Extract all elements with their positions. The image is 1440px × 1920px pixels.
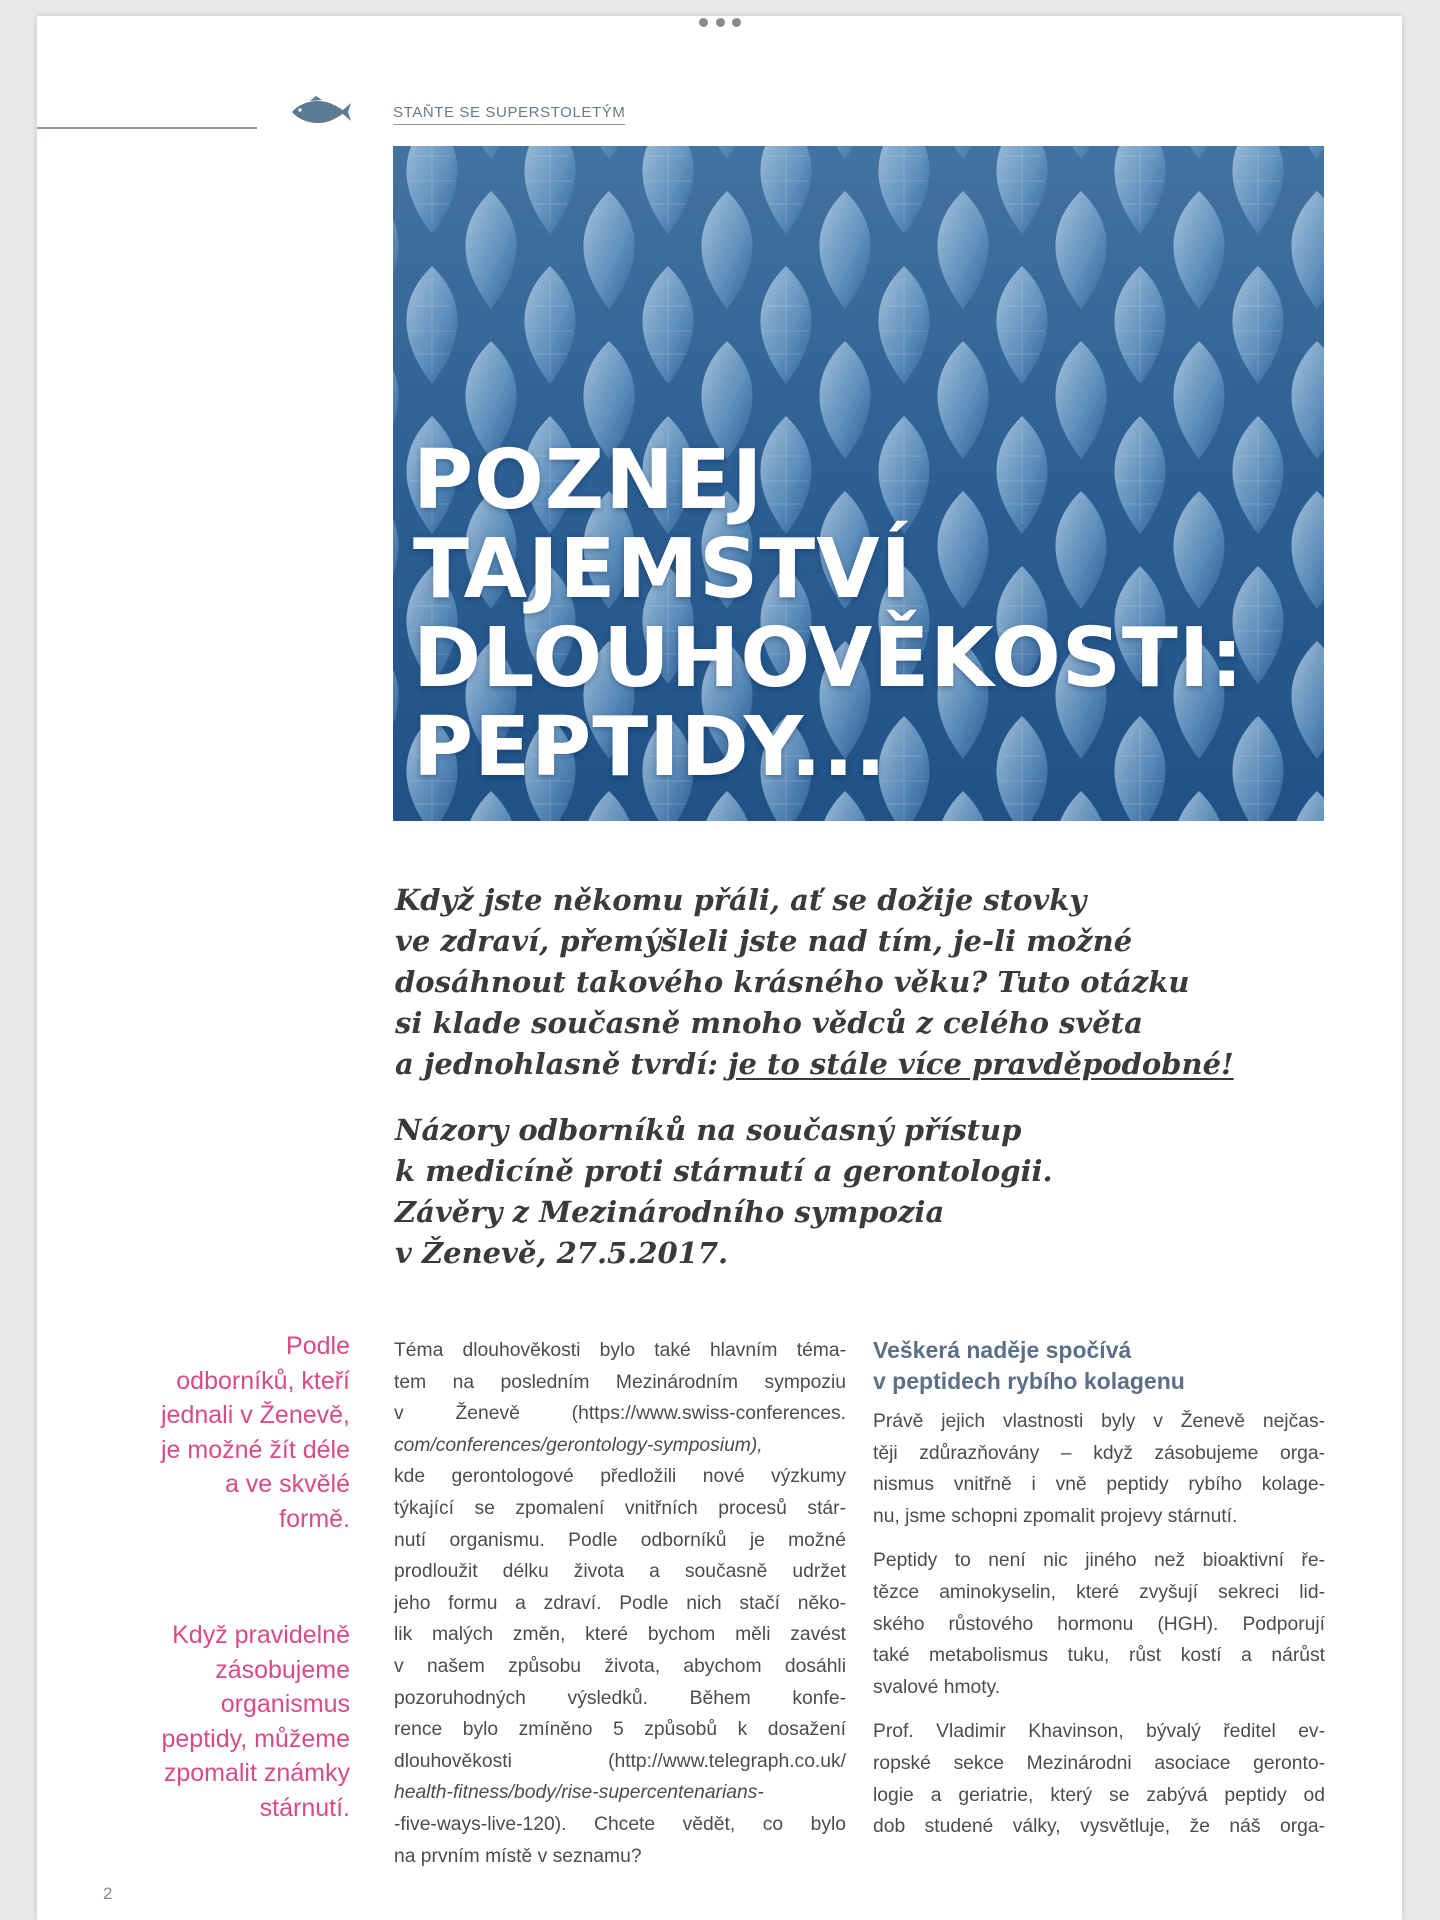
fish-icon bbox=[288, 95, 352, 129]
body-line: tem na posledním Mezinárodním sympoziu bbox=[394, 1371, 846, 1393]
pull-quote-line: Podle bbox=[286, 1332, 350, 1360]
body-line: kde gerontologové předložili nové výzkumy bbox=[394, 1466, 846, 1488]
body-column-right bbox=[873, 1335, 1325, 1856]
conference-link[interactable]: com/conferences/gerontology-symposium), bbox=[394, 1434, 763, 1456]
pull-quote-line: organismus bbox=[220, 1690, 350, 1718]
paragraph bbox=[873, 1716, 1325, 1842]
body-line: tězce aminokyselin, které zvyšují sekreci lid- bbox=[873, 1581, 1325, 1603]
pull-quote-line: je možné žít déle bbox=[161, 1435, 350, 1464]
lead-emphasis: je to stále více pravděpodobné! bbox=[728, 1047, 1234, 1081]
lead-line-prefix: a jednohlasně tvrdí: bbox=[395, 1047, 729, 1081]
body-line: jeho formu a zdraví. Podle nich stačí něko- bbox=[394, 1592, 846, 1614]
body-line: dob studené války, vysvětluje, že náš orga- bbox=[873, 1816, 1325, 1838]
body-line: Právě jejich vlastnosti byly v Ženevě nejčas- bbox=[873, 1411, 1325, 1432]
hero-image bbox=[393, 146, 1324, 821]
body-line: těji zdůrazňovány – když zásobujeme orga- bbox=[873, 1442, 1325, 1464]
pull-quote bbox=[130, 1329, 350, 1536]
lead-summary-line: k medicíně proti stárnutí a gerontologii. bbox=[395, 1154, 1053, 1188]
sub-heading-line: Veškerá naděje spočívá bbox=[873, 1337, 1132, 1363]
body-line: logie a geriatrie, který se zabývá peptidy od bbox=[873, 1784, 1325, 1806]
body-line: Téma dlouhověkosti bylo také hlavním téma- bbox=[394, 1340, 846, 1361]
paragraph bbox=[873, 1406, 1325, 1532]
hero-title-line: DLOUHOVĚKOSTI: bbox=[413, 611, 1245, 706]
hero-title-line: PEPTIDY... bbox=[413, 700, 888, 795]
paragraph bbox=[873, 1545, 1325, 1703]
more-options-icon[interactable] bbox=[699, 16, 741, 28]
telegraph-link[interactable]: health-fitness/body/rise-supercentenarians- bbox=[394, 1782, 764, 1804]
body-line: na prvním místě v seznamu? bbox=[394, 1845, 642, 1867]
body-line: Prof. Vladimir Khavinson, bývalý ředitel ev- bbox=[873, 1721, 1325, 1743]
pull-quote-line: formě. bbox=[279, 1504, 350, 1533]
lead-line-last bbox=[395, 1044, 1295, 1085]
lead-line: si klade současně mnoho vědců z celého světa bbox=[395, 1006, 1143, 1040]
pull-quote-line: jednali v Ženevě, bbox=[160, 1401, 350, 1429]
pull-quote-line: Když pravidelně bbox=[172, 1621, 350, 1649]
body-line: lik malých změn, které bychom měli zavést bbox=[394, 1624, 846, 1646]
pull-quote bbox=[130, 1618, 350, 1825]
body-line: ropské sekce Mezinárodni asociace geronto- bbox=[873, 1752, 1325, 1774]
pull-quote-line: odborníků, kteří bbox=[176, 1366, 350, 1395]
lead-line: dosáhnout takového krásného věku? Tuto otázku bbox=[395, 965, 1190, 999]
body-line: rence bylo zmíněno 5 způsobů k dosažení bbox=[394, 1719, 846, 1741]
lead-line: Když jste někomu přáli, ať se dožije stovky bbox=[395, 883, 1087, 917]
page-number: 2 bbox=[103, 1884, 113, 1903]
body-line bbox=[394, 1777, 846, 1809]
lead-summary-line: v Ženevě, 27.5.2017. bbox=[395, 1236, 729, 1270]
body-line: Peptidy to není nic jiného než bioaktivní ře- bbox=[873, 1550, 1325, 1572]
body-line: nu, jsme schopni zpomalit projevy stárnutí. bbox=[873, 1505, 1238, 1527]
lead-summary-line: Názory odborníků na současný přístup bbox=[395, 1113, 1022, 1147]
body-line bbox=[394, 1430, 846, 1462]
body-line: ského růstového hormonu (HGH). Podporují bbox=[873, 1613, 1325, 1635]
lead-paragraph bbox=[395, 880, 1295, 1085]
sub-heading-line: v peptidech rybího kolagenu bbox=[873, 1368, 1185, 1394]
lead-summary-line: Závěry z Mezinárodního sympozia bbox=[395, 1195, 945, 1229]
section-label: STAŇTE SE SUPERSTOLETÝM bbox=[393, 104, 625, 125]
body-line: také metabolismus tuku, růst kostí a nárůst bbox=[873, 1645, 1325, 1667]
pull-quote-line: peptidy, můžeme bbox=[161, 1724, 350, 1753]
body-column-left bbox=[394, 1335, 846, 1872]
body-line: svalové hmoty. bbox=[873, 1676, 1001, 1698]
lead-line: ve zdraví, přemýšleli jste nad tím, je-li možné bbox=[395, 924, 1133, 958]
lead-summary bbox=[395, 1110, 1295, 1274]
sub-heading bbox=[873, 1335, 1325, 1397]
body-line: -five-ways-live-120). Chcete vědět, co bylo bbox=[394, 1813, 846, 1835]
hero-title-line: TAJEMSTVÍ bbox=[413, 522, 913, 617]
pull-quote-line: stárnutí. bbox=[259, 1793, 350, 1822]
hero-title-line: POZNEJ bbox=[413, 433, 764, 528]
body-line: týkající se zpomalení vnitřních procesů stár- bbox=[394, 1497, 846, 1519]
body-line: v Ženevě (https://www.swiss-conferences. bbox=[394, 1403, 846, 1425]
pull-quote-line: zpomalit známky bbox=[163, 1759, 350, 1787]
body-line: dlouhověkosti (http://www.telegraph.co.uk/ bbox=[394, 1750, 846, 1772]
body-line: pozoruhodných výsledků. Během konfe- bbox=[394, 1687, 846, 1709]
body-line: nutí organismu. Podle odborníků je možné bbox=[394, 1529, 846, 1551]
pull-quote-line: a ve skvělé bbox=[224, 1470, 350, 1498]
body-line: prodloužit délku života a současně udržet bbox=[394, 1561, 846, 1583]
body-line: v našem způsobu života, abychom dosáhli bbox=[394, 1655, 846, 1677]
header-divider bbox=[37, 127, 257, 129]
body-line: nismus vnitřně i vně peptidy rybího kolage- bbox=[873, 1474, 1325, 1496]
hero-title bbox=[413, 433, 1245, 795]
pull-quote-line: zásobujeme bbox=[215, 1655, 350, 1684]
